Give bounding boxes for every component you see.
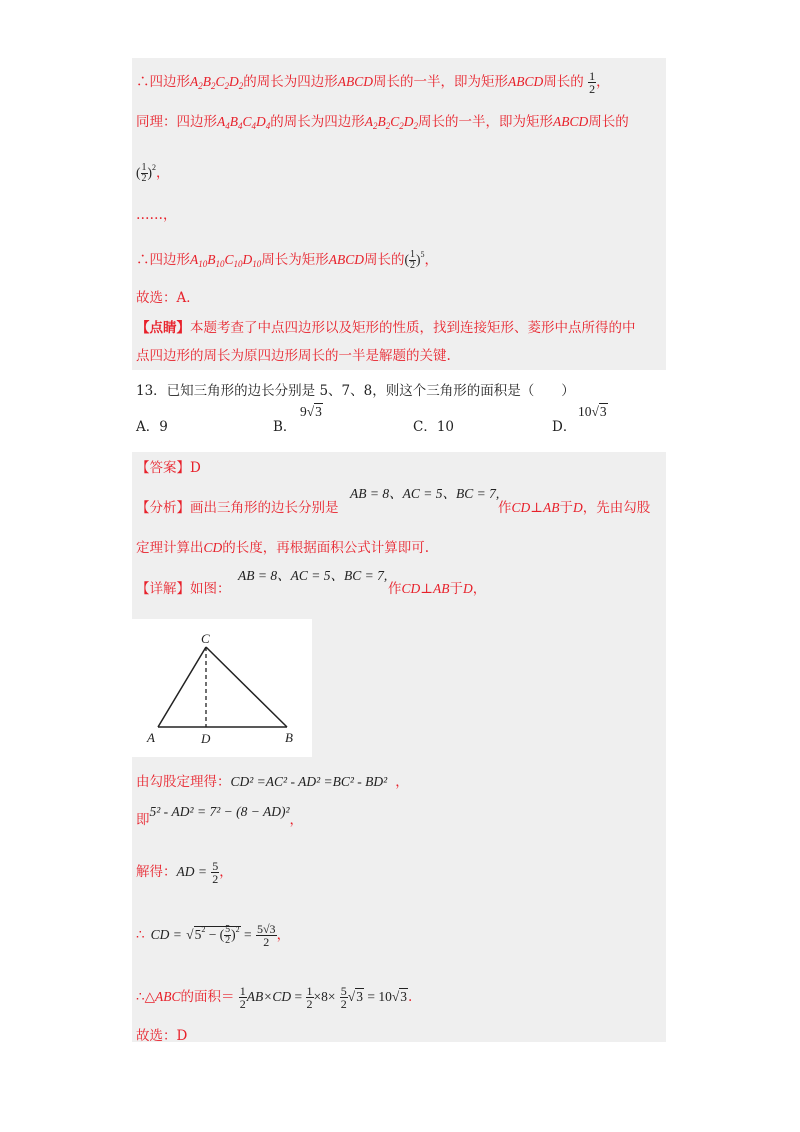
sol12-line2: 同理：四边形$A_4B_4C_4D_4$的周长为四边形$A_2B_2C_2D_2$周长的一半，即为矩形ABCD周长的	[136, 114, 629, 131]
side-ac	[158, 647, 206, 727]
sol12-ellipsis: ……，	[136, 207, 177, 223]
sol13-area: ∴△ABC的面积＝ $\frac{1}{2}$ AB×CD = $\frac{1}{2}$ ×8× $\frac{5}{2}$ √3 = 10√3.	[136, 984, 413, 1011]
sol13-solve-ad: 解得：AD = $\frac{5}{2}$ ，	[136, 859, 233, 886]
triangle-figure	[132, 619, 312, 757]
sol13-analysis-2: 定理计算出CD的长度，再根据面积公式计算即可.	[136, 540, 430, 556]
option-c: C．10	[413, 419, 455, 435]
option-b-value: 9√3	[300, 404, 322, 419]
label-b: B	[285, 730, 293, 745]
q13-options	[136, 404, 656, 442]
sol13-final: 故选：D	[136, 1028, 188, 1044]
sol12-comment: 【点睛】本题考查了中点四边形以及矩形的性质，找到连接矩形、菱形中点所得的中	[136, 320, 636, 336]
sol13-pythagoras: 由勾股定理得：CD² =AC² - AD² =BC² - BD² ，	[136, 774, 409, 790]
sol12-line5: ∴四边形$A_{10}B_{10}C_{10}D_{10}$周长为矩形ABCD周长的( $\frac{1}{2}$ )$^5$，	[136, 249, 439, 271]
q13-stem: 13．已知三角形的边长分别是 5、7、8，则这个三角形的面积是（ ）	[136, 383, 575, 399]
sol12-comment-2: 点四边形的周长为原四边形周长的一半是解题的关键.	[136, 348, 451, 364]
label-a: A	[147, 730, 155, 745]
sol13-answer: 【答案】D	[136, 460, 201, 476]
sol12-line3: ( $\frac{1}{2}$ )$^2$，	[136, 162, 170, 184]
sol13-detail-tail: 作CD⊥AB于D，	[388, 581, 487, 597]
sol12-choice: 故选：A．	[136, 290, 200, 306]
sol13-analysis: 【分析】画出三角形的边长分别是	[136, 500, 339, 516]
label-d: D	[201, 731, 211, 746]
sol13-equation: 即5² - AD² = 7² − (8 − AD)²，	[136, 804, 304, 828]
side-bc	[206, 647, 287, 727]
sol13-cd: ∴ CD = $√5^2$ − ( $\frac{5}{2}$ )$^2$ = $\frac{5√3}{2}$ ，	[136, 922, 291, 949]
label-c: C	[201, 631, 210, 646]
sol12-line1: ∴四边形$A_2B_2C_2D_2$的周长为四边形ABCD周长的一半，即为矩形ABCD周长的 $\frac{1}{2}$ ，	[136, 69, 610, 96]
option-a: A．9	[136, 419, 168, 435]
fraction-half: $\frac{1}{2}$	[589, 69, 596, 96]
option-d: D．	[552, 419, 577, 435]
analysis-math: AB = 8、AC = 5、BC = 7,	[350, 486, 500, 501]
option-d-value: 10√3	[578, 404, 607, 419]
detail-math: AB = 8、AC = 5、BC = 7,	[238, 568, 388, 583]
sol13-detail: 【详解】如图：	[136, 581, 231, 597]
option-b: B．	[273, 419, 297, 435]
sol13-analysis-tail: 作CD⊥AB于D，先由勾股	[498, 500, 651, 516]
triangle-diagram	[132, 619, 312, 757]
